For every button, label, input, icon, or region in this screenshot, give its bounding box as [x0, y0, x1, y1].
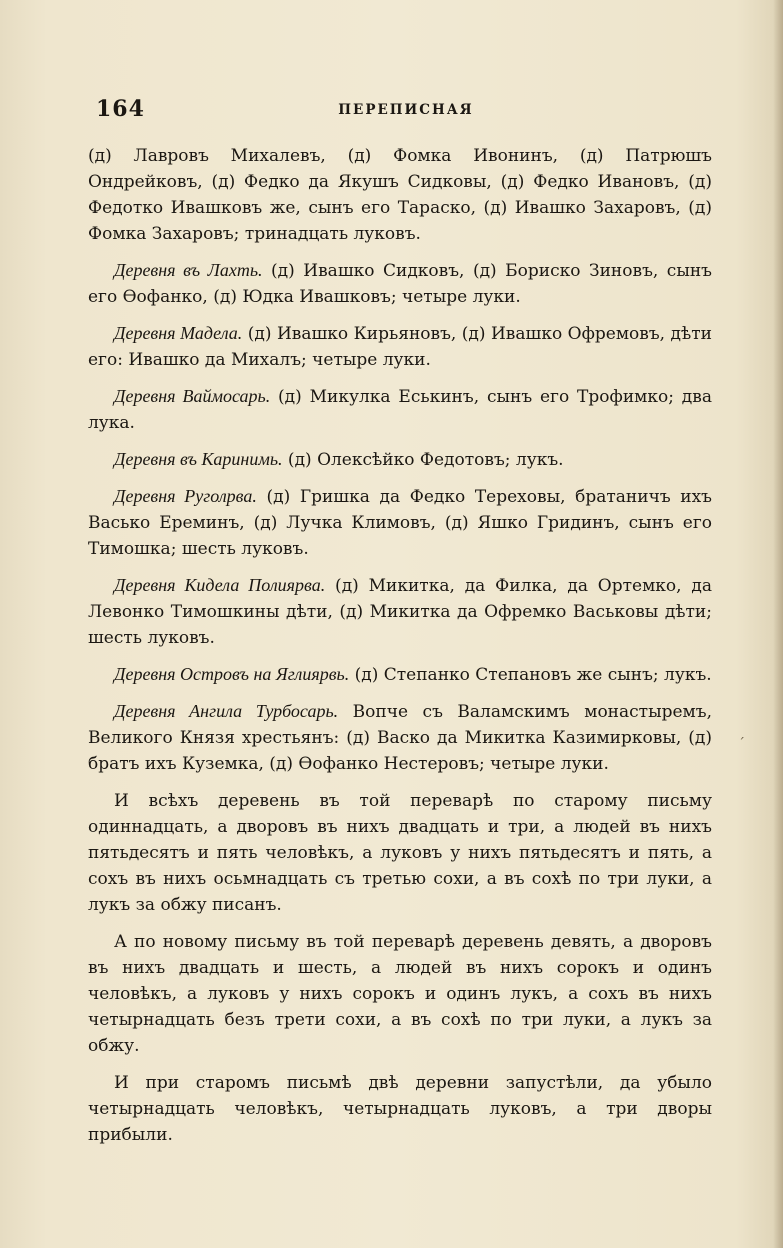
village-name: Деревня Мадела. [114, 323, 243, 343]
village-name: Деревня въ Каринимь. [114, 449, 283, 469]
page-number: 164 [96, 96, 145, 122]
paragraph-11 [88, 928, 712, 1059]
paragraph-12 [88, 1069, 712, 1148]
margin-tick-mark: ˊ [738, 736, 745, 752]
paragraph-text: (д) Ивашко Сидковъ, (д) Бориско Зиновъ, сынъ его Өофанко, (д) Юдка Ивашковъ; четыре луки. [88, 261, 712, 307]
paragraph-1 [88, 142, 712, 247]
paragraph-text: И при старомъ письмѣ двѣ деревни запустѣли, да убыло четырнадцать человѣкъ, четырнадцать луковъ, а три дворы прибыли. [88, 1073, 712, 1145]
paragraph-text: (д) Микулка Еськинъ, сынъ его Трофимко; два лука. [88, 387, 712, 433]
paragraph-8 [88, 661, 712, 688]
paragraph-text: Вопче съ Валамскимъ монастыремъ, Великого Князя хрестьянъ: (д) Васко да Микитка Казимирковы, (д) братъ ихъ Куземка, (д) Өофанко Нестеровъ; четыре луки. [88, 702, 712, 774]
paragraph-7 [88, 572, 712, 651]
paragraph-text: (д) Лавровъ Михалевъ, (д) Фомка Ивонинъ, (д) Патрюшъ Ондрейковъ, (д) Федко да Якушъ Сидковы, (д) Федко Ивановъ, (д) Федотко Ивашковъ же, сынъ его Тараско, (д) Ивашко Захаровъ, (д) Фомка Захаровъ; тринадцать луковъ. [88, 146, 712, 244]
paragraph-text: (д) Микитка, да Филка, да Ортемко, да Левонко Тимошкины дѣти, (д) Микитка да Офремко Васьковы дѣти; шесть луковъ. [88, 576, 712, 648]
paragraph-text: (д) Степанко Степановъ же сынъ; лукъ. [349, 665, 712, 685]
village-name: Деревня въ Лахть. [114, 260, 263, 280]
paragraph-3 [88, 320, 712, 373]
paragraph-text: (д) Олексѣйко Федотовъ; лукъ. [282, 450, 564, 470]
village-name: Деревня Руголрва. [114, 486, 257, 506]
page-spine-shadow [773, 0, 783, 1248]
paragraph-text: И всѣхъ деревень въ той переварѣ по старому письму одиннадцать, а дворовъ въ нихъ двадцать и три, а людей въ нихъ пятьдесятъ и пять человѣкъ, а луковъ у нихъ пятьдесятъ и пять, а сохъ въ нихъ осьмнадцать съ третью сохи, а въ сохѣ по три луки, а лукъ за обжу писанъ. [88, 791, 712, 915]
paragraph-text: (д) Гришка да Федко Тереховы, братаничъ ихъ Васько Ереминъ, (д) Лучка Климовъ, (д) Яшко Гридинъ, сынъ его Тимошка; шесть луковъ. [88, 487, 712, 559]
village-name: Деревня Кидела Полиярва. [114, 575, 326, 595]
paragraph-9 [88, 698, 712, 777]
paragraph-6 [88, 483, 712, 562]
village-name: Деревня Ваймосарь. [114, 386, 271, 406]
paragraph-4 [88, 383, 712, 436]
text-block [88, 142, 712, 1158]
village-name: Деревня Островъ на Яглиярвь. [114, 664, 350, 684]
paragraph-2 [88, 257, 712, 310]
page-header [96, 96, 716, 126]
running-title: ПЕРЕПИСНАЯ [338, 102, 474, 118]
paragraph-5 [88, 446, 712, 473]
paragraph-text: А по новому письму въ той переварѣ деревень девять, а дворовъ въ нихъ двадцать и шесть, а людей въ нихъ сорокъ и одинъ человѣкъ, а луковъ у нихъ сорокъ и одинъ лукъ, а сохъ въ нихъ четырнадцать безъ трети сохи, а въ сохѣ по три луки, а лукъ за обжу. [88, 932, 712, 1056]
village-name: Деревня Ангила Турбосарь. [114, 701, 339, 721]
paragraph-10 [88, 787, 712, 918]
paragraph-text: (д) Ивашко Кирьяновъ, (д) Ивашко Офремовъ, дѣти его: Ивашко да Михалъ; четыре луки. [88, 324, 712, 370]
